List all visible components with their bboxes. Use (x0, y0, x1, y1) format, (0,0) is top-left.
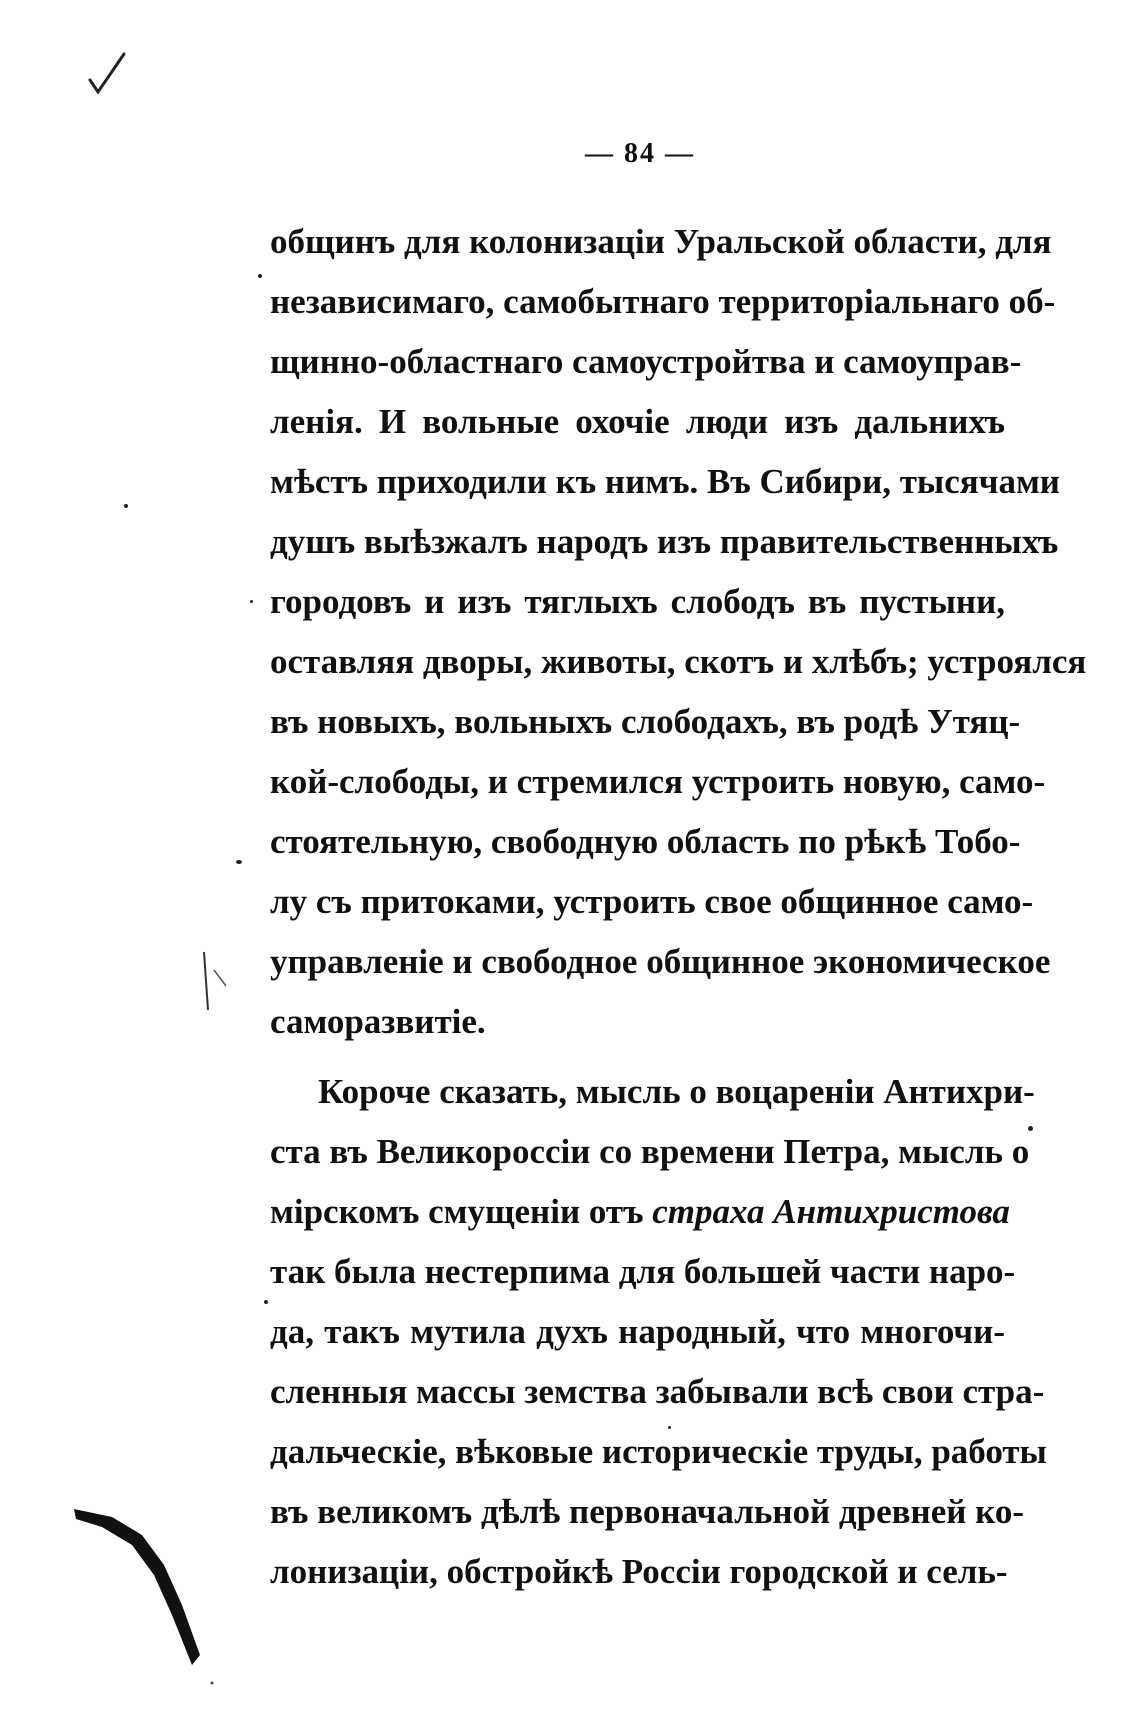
paragraph-gap (270, 1052, 1005, 1062)
bottom-margin-smudge (72, 1505, 222, 1685)
body-text (270, 212, 1087, 1602)
scan-speck (124, 504, 128, 508)
text-line: общинъ для колонизаціи Уральской области, для (270, 222, 1052, 261)
text-line: да, такъ мутила духъ народный, что многочи- (270, 1312, 1005, 1351)
text-line: саморазвитіе. (270, 1002, 486, 1041)
text-line: Короче сказать, мысль о воцареніи Антихри- (318, 1072, 1035, 1111)
text-line: так была нестерпима для большей части наро- (270, 1252, 1016, 1291)
text-line: ста въ Великороссіи со времени Петра, мысль о (270, 1132, 1030, 1171)
scan-speck (668, 1426, 671, 1429)
text-line: лу съ притоками, устроить свое общинное само- (270, 882, 1034, 921)
check-mark-icon (88, 50, 128, 100)
text-line: мѣстъ приходили къ нимъ. Въ Сибири, тысячами (270, 462, 1060, 501)
scan-speck (264, 1300, 268, 1304)
paragraph-2 (270, 1062, 1047, 1602)
text-line: щинно-областнаго самоустройтва и самоуправ- (270, 342, 1022, 381)
scan-speck (1028, 1126, 1033, 1131)
text-line: стоятельную, свободную область по рѣкѣ Тобо- (270, 822, 1021, 861)
text-line-with-emphasis (270, 1182, 1010, 1242)
text-line: управленіе и свободное общинное экономическое (270, 942, 1051, 981)
text-line: независимаго, самобытнаго территоріальнаго об- (270, 282, 1056, 321)
text-line: лонизаціи, обстройкѣ Россіи городской и сель- (270, 1552, 1008, 1591)
scan-speck (258, 274, 262, 278)
scan-speck (250, 600, 253, 603)
scan-speck (236, 860, 242, 864)
text-line: сленныя массы земства забывали всѣ свои стра- (270, 1372, 1045, 1411)
margin-stroke-mark (192, 950, 232, 1020)
text-line: городовъ и изъ тяглыхъ слободъ въ пустыни, (270, 582, 1005, 621)
text-line: душъ выѣзжалъ народъ изъ правительственныхъ (270, 522, 1059, 561)
text-line: ленія. И вольные охочіе люди изъ дальнихъ (270, 402, 1005, 441)
text-line: въ новыхъ, вольныхъ слободахъ, въ родѣ Утяц- (270, 702, 1021, 741)
emphasized-phrase: страха Антихристова (652, 1192, 1010, 1231)
text-line: въ великомъ дѣлѣ первоначальной древней ко- (270, 1492, 1025, 1531)
text-segment: мірскомъ смущеніи отъ (270, 1192, 644, 1231)
text-line: оставляя дворы, животы, скотъ и хлѣбъ; устроялся (270, 642, 1087, 681)
paragraph-1 (270, 212, 1087, 1052)
text-line: дальческіе, вѣковые историческіе труды, работы (270, 1432, 1047, 1471)
page-number: — 84 — (585, 138, 695, 169)
text-line: кой-слободы, и стремился устроить новую, само- (270, 762, 1046, 801)
